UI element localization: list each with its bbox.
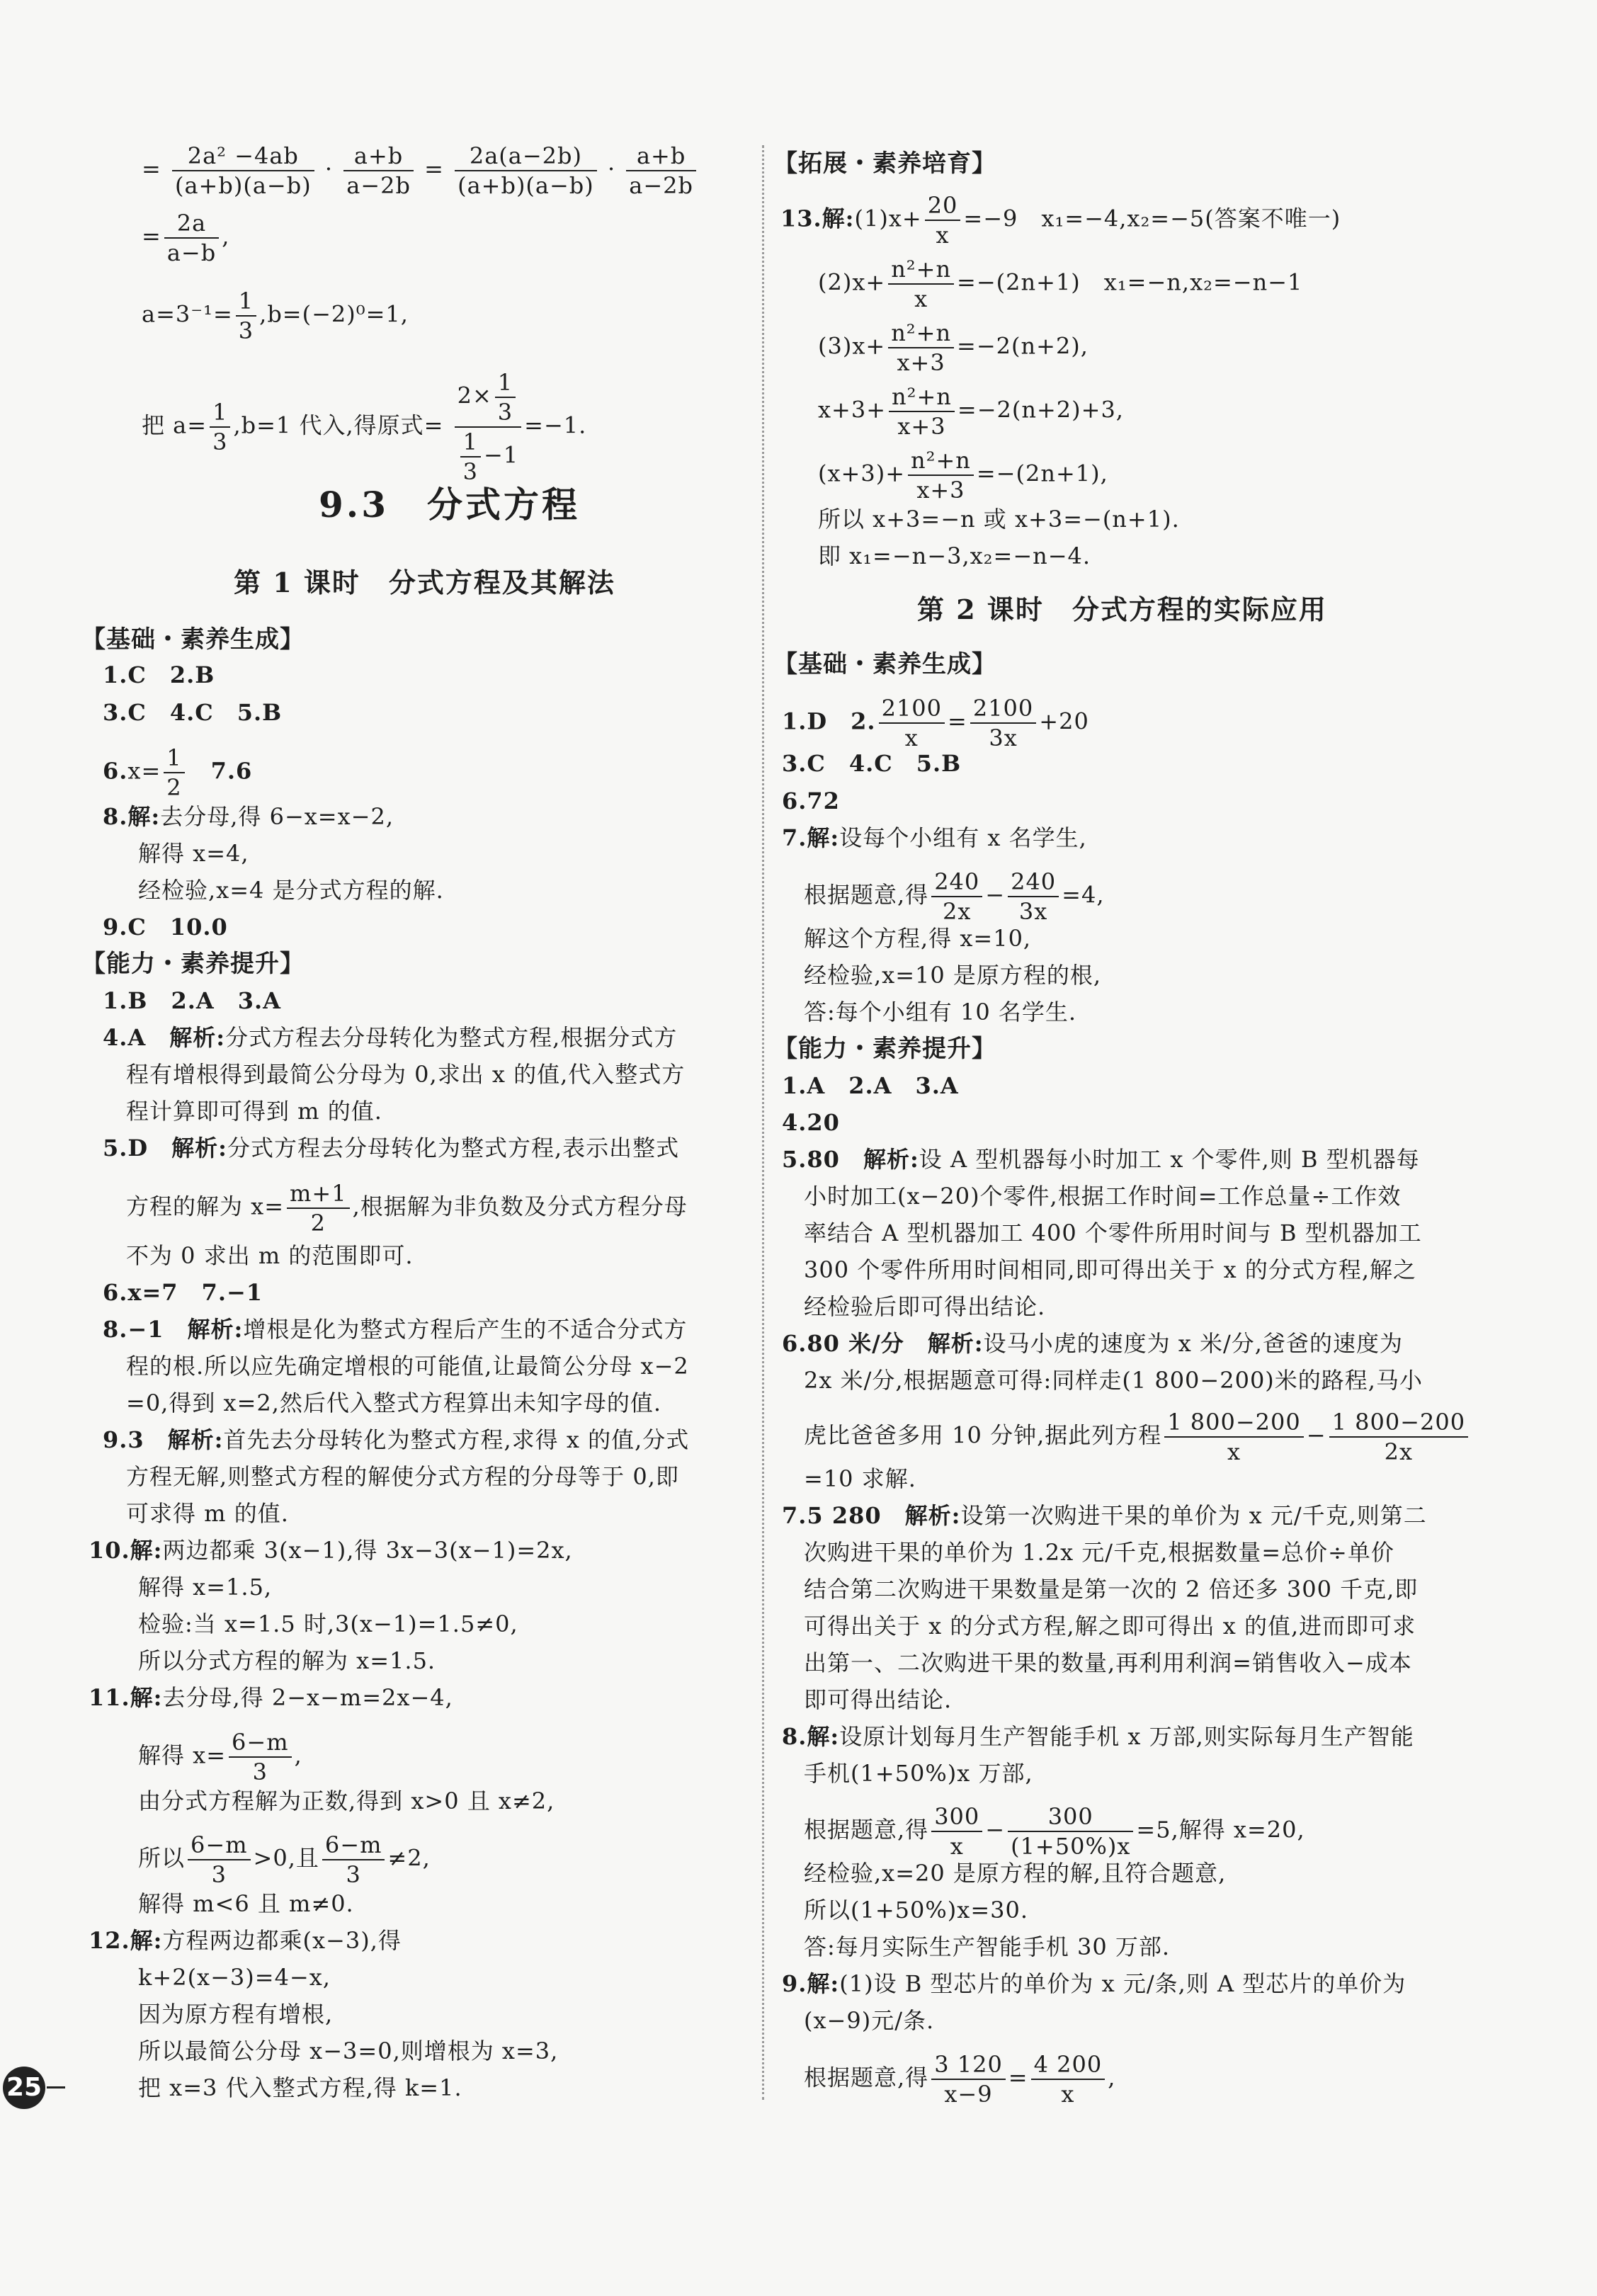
fraction: $\frac{4 200}{x}$ (1031, 2050, 1106, 2108)
fraction: $\frac{2100}{x}$ (879, 694, 945, 752)
answer-line: 经检验,x=4 是分式方程的解. (138, 877, 444, 904)
answer-line: 3.C 4.C 5.B (782, 750, 962, 777)
fraction: $\frac{\text{n²+n}}{x+3}$ (908, 446, 974, 504)
section-heading: 9.3 分式方程 (319, 484, 580, 525)
answer-line: 2x 米/分,根据题意可得:同样走(1 800−200)米的路程,马小 (804, 1367, 1423, 1394)
answer-line: 解得 x=1.5, (138, 1574, 273, 1601)
answer-line: 答:每个小组有 10 名学生. (804, 999, 1077, 1025)
fraction: $\frac{2100}{3x}$ (970, 694, 1036, 752)
answer-line: 可得出关于 x 的分式方程,解之即可得出 x 的值,进而即可求 (804, 1613, 1416, 1639)
fraction: $\frac{2a(a-2b)}{(a+b)(a-b)}$ (455, 142, 597, 200)
answer-line: 程有增根得到最简公分母为 0,求出 x 的值,代入整式方 (126, 1061, 686, 1088)
answer-line: 8.解:去分母,得 6−x=x−2, (103, 803, 394, 830)
section-label: 【能力・素养提升】 (81, 950, 305, 978)
answer-line: 把 x=3 代入整式方程,得 k=1. (138, 2074, 462, 2101)
fraction: $\frac{1}{3}$ (236, 287, 256, 345)
answer-line: 解这个方程,得 x=10, (804, 925, 1032, 952)
solution-line: a=3⁻¹= $\frac{1}{3}$ ,b=(−2)⁰=1, (142, 288, 409, 344)
answer-line: 可求得 m 的值. (126, 1500, 289, 1527)
answer-line: 1.D 2. $\frac{2100}{x}$ = $\frac{2100}{3x}$ +20 (782, 695, 1089, 751)
page-number-dash (47, 2086, 65, 2088)
answer-line: 6.72 (782, 788, 840, 814)
answer-line: 1.B 2.A 3.A (103, 987, 281, 1014)
answer-line: 即可得出结论. (804, 1686, 953, 1713)
answer-line: 8.解:设原计划每月生产智能手机 x 万部,则实际每月生产智能 (782, 1723, 1414, 1750)
fraction: $\frac{1}{3}$ (210, 398, 230, 456)
answer-line: 不为 0 求出 m 的范围即可. (126, 1242, 414, 1269)
answer-line: (3)x+ $\frac{\text{n²+n}}{x+3}$ =−2(n+2), (818, 319, 1089, 376)
answer-line: 由分式方程解为正数,得到 x>0 且 x≠2, (138, 1788, 555, 1814)
fraction: $\frac{1}{2}$ (164, 744, 184, 802)
solution-line: 把 a= $\frac{1}{3}$ ,b=1 代入,得原式= 2× $\frac{1}{3}$ $\frac{1}{3}$ −1 =−1. (142, 369, 587, 485)
fraction: $\frac{6-m}{3}$ (322, 1831, 385, 1889)
answer-line: 解得 x=4, (138, 840, 249, 867)
answer-line: (x+3)+ $\frac{\text{n²+n}}{x+3}$ =−(2n+1), (818, 447, 1108, 504)
fraction: $\frac{m+1}{2}$ (287, 1179, 350, 1237)
fraction: $\frac{20}{x}$ (925, 191, 961, 249)
answer-line: 经检验后即可得出结论. (804, 1293, 1046, 1320)
answer-line: 手机(1+50%)x 万部, (804, 1760, 1033, 1787)
answer-line: 4.20 (782, 1109, 840, 1136)
answer-line: 答:每月实际生产智能手机 30 万部. (804, 1933, 1171, 1960)
column-divider (762, 145, 764, 2100)
answer-line: 根据题意,得 $\frac{240}{2x}$ − $\frac{240}{3x}$ =4, (804, 868, 1105, 925)
fraction: $\frac{6-m}{3}$ (188, 1831, 251, 1889)
answer-line: =0,得到 x=2,然后代入整式方程算出未知字母的值. (126, 1389, 662, 1416)
section-label: 【基础・素养生成】 (81, 625, 305, 654)
answer-line: 解得 m<6 且 m≠0. (138, 1890, 354, 1917)
answer-line: 解得 x= $\frac{6-m}{3}$ , (138, 1729, 302, 1785)
answer-line: 9.3 解析:首先去分母转化为整式方程,求得 x 的值,分式 (103, 1426, 690, 1453)
answer-line: 虎比爸爸多用 10 分钟,据此列方程 $\frac{1 800-200}{x}$ − $\frac{1 800-200}{2x}$ (804, 1408, 1471, 1466)
fraction: $\frac{1 800-200}{x}$ (1164, 1408, 1304, 1466)
answer-line: 6.x=7 7.−1 (103, 1279, 263, 1306)
answer-line: 5.80 解析:设 A 型机器每小时加工 x 个零件,则 B 型机器每 (782, 1146, 1420, 1173)
answer-line: 根据题意,得 $\frac{3 120}{x-9}$ = $\frac{4 200}{x}$ , (804, 2051, 1116, 2108)
answer-line: 根据题意,得 $\frac{300}{x}$ − $\frac{300}{(1+50\%)x}$ =5,解得 x=20, (804, 1803, 1305, 1860)
answer-line: 因为原方程有增根, (138, 2001, 334, 2028)
answer-line: 经检验,x=10 是原方程的根, (804, 962, 1102, 989)
answer-line: 方程无解,则整式方程的解使分式方程的分母等于 0,即 (126, 1463, 679, 1490)
answer-line: 所以 x+3=−n 或 x+3=−(n+1). (818, 506, 1180, 533)
answer-line: 检验:当 x=1.5 时,3(x−1)=1.5≠0, (138, 1610, 518, 1637)
answer-line: 程的根.所以应先确定增根的可能值,让最简公分母 x−2 (126, 1353, 689, 1380)
fraction: $\frac{6-m}{3}$ (229, 1728, 292, 1786)
answer-line: 1.A 2.A 3.A (782, 1072, 959, 1099)
section-label: 【能力・素养提升】 (773, 1035, 996, 1063)
answer-line: 8.−1 解析:增根是化为整式方程后产生的不适合分式方 (103, 1316, 688, 1343)
answer-line: 方程的解为 x= $\frac{m+1}{2}$ ,根据解为非负数及分式方程分母 (126, 1180, 688, 1237)
fraction: $\frac{a+b}{a-2b}$ (626, 142, 696, 200)
fraction: $\frac{1 800-200}{2x}$ (1329, 1408, 1469, 1466)
fraction: $\frac{2a}{a-b}$ (164, 209, 219, 267)
answer-line: 结合第二次购进干果数量是第一次的 2 倍还多 300 千克,即 (804, 1576, 1419, 1603)
fraction: $\frac{300}{x}$ (931, 1802, 982, 1860)
answer-line: 次购进干果的单价为 1.2x 元/千克,根据数量=总价÷单价 (804, 1539, 1394, 1566)
lesson-heading: 第 1 课时 分式方程及其解法 (234, 567, 615, 598)
answer-line: x+3+ $\frac{\text{n²+n}}{x+3}$ =−2(n+2)+3, (818, 383, 1124, 440)
answer-line: 9.解:(1)设 B 型芯片的单价为 x 元/条,则 A 型芯片的单价为 (782, 1970, 1406, 1997)
solution-line: = $\frac{2a}{a-b}$ , (142, 210, 230, 266)
answer-line: k+2(x−3)=4−x, (138, 1964, 331, 1991)
answer-line: 即 x₁=−n−3,x₂=−n−4. (818, 542, 1091, 569)
answer-line: 7.解:设每个小组有 x 名学生, (782, 824, 1087, 851)
answer-line: 率结合 A 型机器加工 400 个零件所用时间与 B 型机器加工 (804, 1220, 1422, 1246)
solution-line: = $\frac{\text{2a² −4ab}}{(a+b)(a-b)}$ · $\frac{a+b}{a-2b}$ = $\frac{2a(a-2b)}{(a+b)(a-b)}$ · $\frac{a+b}{a-2b}$ (142, 142, 699, 200)
answer-line: 1.C 2.B (103, 661, 215, 688)
answer-line: 13.解:(1)x+ $\frac{20}{x}$ =−9 x₁=−4,x₂=−5(答案不唯一) (780, 192, 1341, 249)
answer-line: 所以分式方程的解为 x=1.5. (138, 1647, 436, 1674)
answer-line: 12.解:方程两边都乘(x−3),得 (89, 1927, 402, 1954)
answer-line: 所以最简公分母 x−3=0,则增根为 x=3, (138, 2038, 559, 2064)
answer-line: 11.解:去分母,得 2−x−m=2x−4, (89, 1684, 453, 1711)
fraction: $\frac{300}{(1+50\%)x}$ (1008, 1802, 1133, 1860)
answer-line: (x−9)元/条. (804, 2007, 935, 2034)
answer-line: 小时加工(x−20)个零件,根据工作时间=工作总量÷工作效 (804, 1183, 1402, 1210)
answer-line: 程计算即可得到 m 的值. (126, 1098, 382, 1125)
complex-fraction: 2× $\frac{1}{3}$ $\frac{1}{3}$ −1 (455, 368, 522, 486)
fraction: $\frac{\text{n²+n}}{x}$ (888, 255, 954, 313)
answer-line: 3.C 4.C 5.B (103, 699, 283, 726)
answer-line: 7.5 280 解析:设第一次购进干果的单价为 x 元/千克,则第二 (782, 1502, 1427, 1529)
fraction: $\frac{a+b}{a-2b}$ (343, 142, 414, 200)
answer-line: 所以 $\frac{6-m}{3}$ >0,且 $\frac{6-m}{3}$ ≠2, (138, 1831, 431, 1888)
answer-line: 300 个零件所用时间相同,即可得出关于 x 的分式方程,解之 (804, 1256, 1416, 1283)
answer-line: =10 求解. (804, 1465, 916, 1492)
answer-line: 6.80 米/分 解析:设马小虎的速度为 x 米/分,爸爸的速度为 (782, 1330, 1403, 1357)
answer-line: 5.D 解析:分式方程去分母转化为整式方程,表示出整式 (103, 1135, 680, 1161)
fraction: $\frac{\text{n²+n}}{x+3}$ (888, 319, 954, 377)
lesson-heading: 第 2 课时 分式方程的实际应用 (917, 593, 1327, 625)
section-label: 【基础・素养生成】 (773, 650, 996, 678)
fraction: $\frac{\text{n²+n}}{x+3}$ (889, 382, 955, 441)
answer-line: 10.解:两边都乘 3(x−1),得 3x−3(x−1)=2x, (89, 1537, 573, 1564)
section-label: 【拓展・素养培育】 (773, 149, 996, 178)
answer-line: 出第一、二次购进干果的数量,再利用利润=销售收入−成本 (804, 1649, 1412, 1676)
fraction: $\frac{240}{3x}$ (1008, 868, 1059, 926)
fraction: $\frac{3 120}{x-9}$ (931, 2050, 1006, 2108)
answer-line: 6.x= $\frac{1}{2}$ 7.6 (103, 744, 253, 801)
answer-line: (2)x+ $\frac{\text{n²+n}}{x}$ =−(2n+1) x₁=−n,x₂=−n−1 (818, 256, 1303, 312)
answer-line: 经检验,x=20 是原方程的解,且符合题意, (804, 1860, 1227, 1887)
page-number: 25 (3, 2067, 45, 2109)
fraction: $\frac{240}{2x}$ (931, 868, 982, 926)
answer-line: 9.C 10.0 (103, 914, 228, 940)
answer-line: 所以(1+50%)x=30. (804, 1897, 1029, 1923)
answer-line: 4.A 解析:分式方程去分母转化为整式方程,根据分式方 (103, 1024, 678, 1051)
fraction: $\frac{\text{2a² −4ab}}{(a+b)(a-b)}$ (172, 142, 314, 200)
